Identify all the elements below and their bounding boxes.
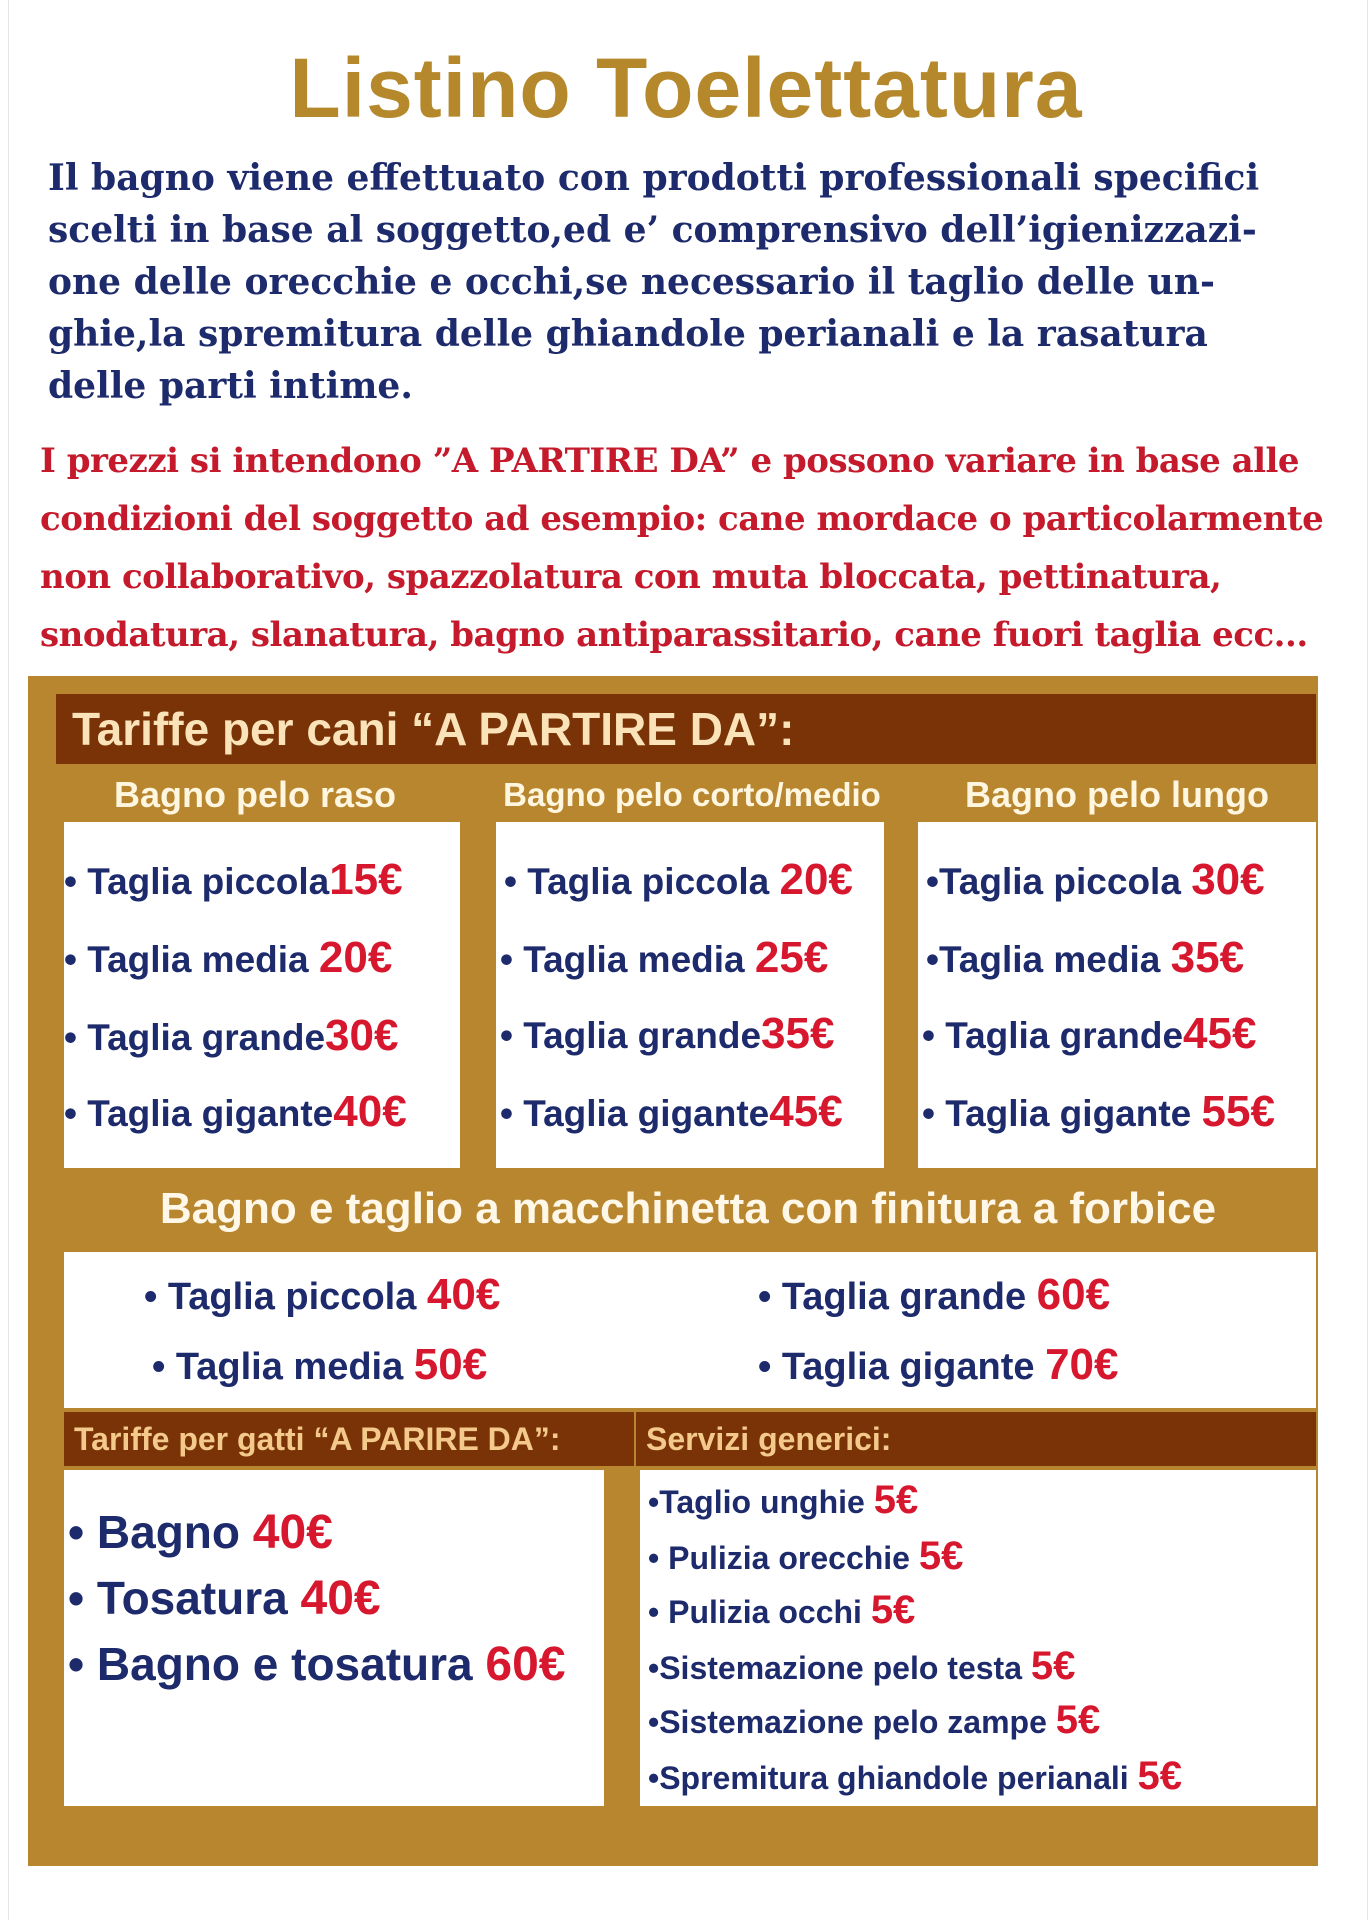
page-title: Listino Toelettatura: [289, 41, 1083, 135]
price-row: •Sistemazione pelo testa 5€: [648, 1644, 1076, 1688]
price-row: • Pulizia occhi 5€: [648, 1588, 916, 1632]
price-row: • Taglia grande45€: [922, 1009, 1257, 1058]
price-row: • Taglia media 25€: [500, 933, 829, 982]
price-row: • Taglia grande30€: [64, 1011, 399, 1060]
pricing-note: I prezzi si intendono ”A PARTIRE DA” e possono variare in base alle condizioni del soggetto ad esempio: cane mordace o particolarmente non collaborativo, spazzolatura con muta bloccata, pettinatura, snodatura, slanatura, bagno antiparassitario, cane fuori taglia ecc...: [40, 441, 1324, 655]
price-row: • Bagno 40€: [68, 1506, 333, 1559]
price-row: • Taglia media 20€: [64, 933, 393, 982]
intro-paragraph: Il bagno viene effettuato con prodotti professionali specifici scelti in base al soggetto,ed e’ comprensivo dell’igienizzazi- one delle orecchie e occhi,se necessario il taglio delle un- ghie,la spremitura delle ghiandole perianali e la rasatura delle parti intime.: [48, 157, 1260, 407]
price-row: • Tosatura 40€: [68, 1572, 381, 1625]
price-row: • Taglia grande35€: [500, 1009, 835, 1058]
dog-column-title: Bagno pelo corto/medio: [503, 776, 881, 813]
price-row: • Taglia gigante40€: [64, 1087, 407, 1136]
price-row: •Sistemazione pelo zampe 5€: [648, 1698, 1101, 1742]
price-row: •Taglia piccola 30€: [926, 855, 1265, 904]
services-header: Servizi generici:: [636, 1412, 1316, 1466]
price-row: • Taglia piccola 40€: [144, 1270, 501, 1319]
price-row: •Taglia media 35€: [926, 933, 1245, 982]
price-row: • Taglia gigante 70€: [758, 1340, 1119, 1389]
price-row: • Taglia piccola15€: [64, 855, 403, 904]
clipper-section-title: Bagno e taglio a macchinetta con finitura a forbice: [64, 1168, 1312, 1250]
price-row: •Spremitura ghiandole perianali 5€: [648, 1754, 1183, 1798]
price-row: • Taglia gigante45€: [500, 1087, 843, 1136]
price-row: • Bagno e tosatura 60€: [68, 1638, 566, 1691]
price-row: • Taglia gigante 55€: [922, 1087, 1275, 1136]
price-row: • Taglia piccola 20€: [504, 855, 853, 904]
cat-rates-header: Tariffe per gatti “A PARIRE DA”:: [64, 1412, 634, 1466]
price-row: • Taglia media 50€: [152, 1340, 488, 1389]
dog-column-title: Bagno pelo lungo: [965, 774, 1269, 815]
price-row: • Pulizia orecchie 5€: [648, 1534, 964, 1578]
dog-rates-header: Tariffe per cani “A PARTIRE DA”:: [56, 694, 1316, 764]
price-row: • Taglia grande 60€: [758, 1270, 1111, 1319]
dog-column-title: Bagno pelo raso: [113, 774, 397, 815]
price-row: •Taglio unghie 5€: [648, 1478, 919, 1522]
